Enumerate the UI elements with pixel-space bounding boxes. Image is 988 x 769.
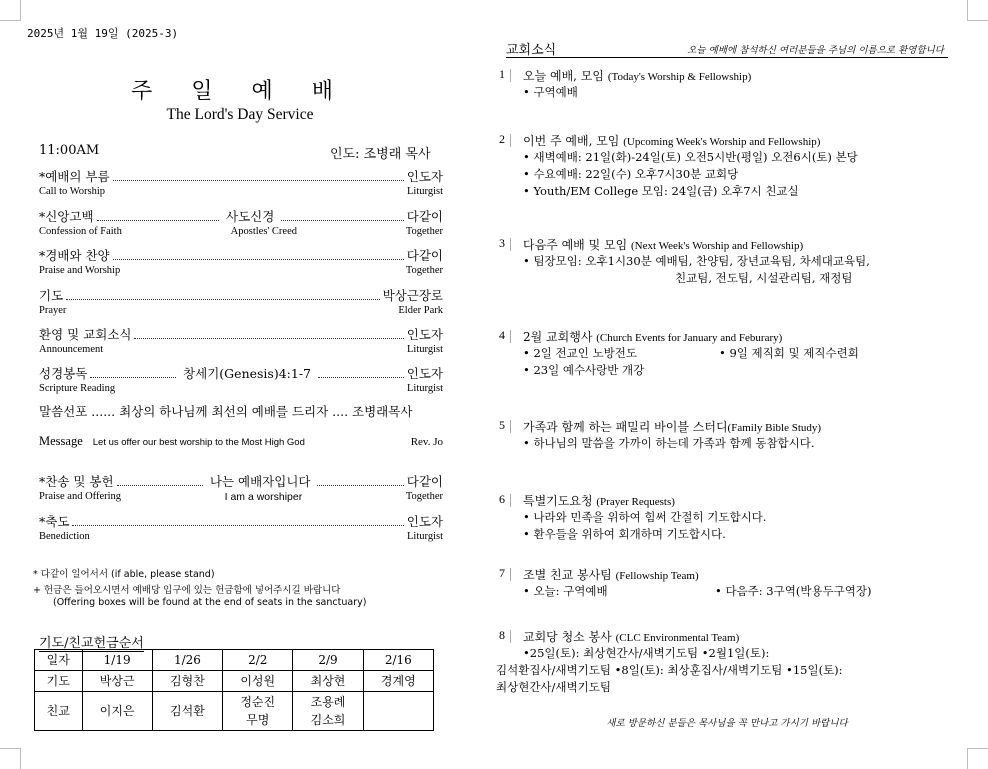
crop-mark (967, 0, 988, 21)
item-en: Scripture Reading (39, 383, 116, 394)
item-role-ko: 다같이 (406, 209, 444, 224)
section-heading: 가족과 함께 하는 패밀리 바이블 스터디 (523, 420, 728, 434)
list-item: •25일(토): 최상현간사/새벽기도팀 •2월1일(토): (523, 646, 770, 660)
order-item-benediction (39, 512, 443, 542)
section-heading-en: (Upcoming Week's Worship and Fellowship) (623, 136, 821, 148)
table-row (35, 671, 434, 692)
section-heading: 다음주 예배 및 모임 (523, 238, 628, 252)
table-cell: 이성원 (223, 671, 293, 692)
section-number: 7 (499, 566, 505, 580)
section-number: 2 (499, 132, 505, 146)
section-heading: 조별 친교 봉사팀 (523, 568, 612, 582)
message-ko: 말씀선포 ...... 최상의 하나님께 최선의 예배를 드리자 .... 조병래목사 (39, 404, 413, 419)
section-heading: 이번 주 예배, 모임 (523, 134, 620, 148)
item-role-en: Together (405, 491, 443, 502)
item-en-mid: Apostles' Creed (230, 226, 297, 237)
item-mid: 사도신경 (226, 209, 275, 224)
item-role-en: Liturgist (407, 531, 443, 542)
message-label: Message (39, 434, 83, 448)
order-item-scripture (39, 364, 443, 394)
list-item: • 팀장모임: 오후1시30분 예배팀, 찬양팀, 장년교육팀, 차세대교육팀, (523, 254, 870, 268)
table-cell: 이지은 (82, 692, 152, 731)
service-title: 주 일 예 배 (131, 79, 349, 104)
item-ko: 기도 (39, 288, 64, 303)
item-ko: *축도 (39, 514, 70, 529)
news-section-8 (496, 628, 959, 696)
order-item-call-to-worship (39, 167, 443, 197)
footer-note: 새로 방문하신 분들은 목사님을 꼭 만나고 가시기 바랍니다 (606, 718, 848, 729)
section-heading: 2월 교회행사 (523, 330, 593, 344)
order-item-offering (39, 472, 443, 503)
item-role-ko: 다같이 (406, 474, 444, 489)
item-role-en: Liturgist (407, 186, 443, 197)
item-role-en: Together (405, 226, 443, 237)
section-heading: 특별기도요청 (523, 494, 593, 508)
message-role: Rev. Jo (410, 436, 443, 448)
item-role-ko: 인도자 (406, 366, 444, 381)
table-cell: 김석환 (152, 692, 222, 731)
news-section-3 (499, 236, 959, 287)
table-cell: 조용례 김소희 (293, 692, 363, 731)
list-item: • 나라와 민족을 위하여 힘써 간절히 기도합시다. (523, 510, 767, 524)
order-item-confession (39, 207, 443, 237)
section-heading: 교회당 청소 봉사 (523, 630, 612, 644)
schedule-title: 기도/친교헌금순서 (39, 632, 144, 652)
news-section-5 (499, 418, 959, 452)
item-ko: 환영 및 교회소식 (39, 327, 132, 342)
item-role-en: Together (405, 265, 443, 276)
item-ko: *예배의 부름 (39, 169, 110, 184)
table-cell: 기도 (35, 671, 83, 692)
table-cell: 2/9 (293, 650, 363, 671)
crop-mark (0, 748, 21, 769)
section-number: 1 (499, 67, 505, 81)
note-offering-en: (Offering boxes will be found at the end of seats in the sanctuary) (53, 597, 367, 608)
message-en: Let us offer our best worship to the Most High God (92, 437, 305, 448)
table-cell: 김형찬 (152, 671, 222, 692)
section-heading-en: (CLC Environmental Team) (615, 632, 740, 644)
table-cell: 최상현 (293, 671, 363, 692)
order-item-prayer (39, 286, 443, 316)
table-cell: 박상근 (82, 671, 152, 692)
list-item: 최상현간사/새벽기도팀 (496, 680, 611, 694)
list-item: • 오늘: 구역예배 (523, 584, 608, 598)
service-leader: 인도: 조병래 목사 (330, 147, 431, 162)
item-en: Call to Worship (39, 186, 106, 197)
news-section-2 (499, 132, 959, 200)
note-stand: * 다같이 일어서서 (if able, please stand) (33, 569, 215, 580)
news-title: 교회소식 (506, 43, 557, 58)
table-cell: 1/26 (152, 650, 222, 671)
note-offering: + 헌금은 들어오시면서 예배당 입구에 있는 헌금함에 넣어주시길 바랍니다 (33, 585, 341, 596)
news-section-1 (499, 67, 959, 101)
news-section-7 (499, 566, 959, 600)
news-section-6 (499, 492, 959, 543)
section-number: 5 (499, 418, 505, 432)
list-item: • 2일 전교인 노방전도 (523, 346, 637, 360)
table-cell: 정순진 무명 (223, 692, 293, 731)
table-cell: 일자 (35, 650, 83, 671)
list-item: • 환우들을 위하여 회개하며 기도합시다. (523, 527, 726, 541)
service-subtitle: The Lord's Day Service (166, 106, 314, 123)
schedule-table (34, 649, 434, 731)
item-mid: 나는 예배자입니다 (209, 474, 311, 489)
item-role-ko: 박상근장로 (382, 288, 443, 303)
section-heading-en: (Church Events for January and Feburary) (596, 332, 783, 344)
section-heading-en: (Fellowship Team) (615, 570, 699, 582)
item-role-ko: 다같이 (406, 248, 443, 263)
item-en: Praise and Offering (39, 491, 122, 502)
list-item: 친교팀, 전도팀, 시설관리팀, 재정팀 (675, 271, 853, 285)
crop-mark (0, 0, 21, 21)
table-cell: 2/16 (363, 650, 433, 671)
news-section-4 (499, 328, 959, 379)
section-number: 8 (499, 628, 505, 642)
list-item: • 수요예배: 22일(수) 오후7시30분 교회당 (523, 167, 739, 181)
section-number: 4 (499, 328, 505, 342)
section-heading-en: (Today's Worship & Fellowship) (607, 71, 752, 83)
table-row (35, 692, 434, 731)
item-role-ko: 인도자 (406, 169, 443, 184)
order-item-praise (39, 246, 443, 276)
item-en: Praise and Worship (39, 265, 121, 276)
item-mid: 창세기(Genesis)4:1-7 (183, 366, 312, 381)
news-header (506, 39, 948, 58)
list-item: • 구역예배 (523, 85, 578, 99)
section-heading-en: (Family Bible Study) (727, 422, 822, 434)
item-role-en: Liturgist (407, 383, 443, 394)
item-role-ko: 인도자 (406, 327, 443, 342)
list-item: 김석환집사/새벽기도팀 •8일(토): 최상훈집사/새벽기도팀 •15일(토): (496, 663, 843, 677)
item-role-en: Liturgist (407, 344, 443, 355)
table-cell: 2/2 (223, 650, 293, 671)
item-role-en: Elder Park (398, 305, 443, 316)
item-role-ko: 인도자 (406, 514, 443, 529)
list-item: • Youth/EM College 모임: 24일(금) 오후7시 친교실 (523, 184, 799, 198)
order-item-announcement (39, 325, 443, 355)
crop-mark (967, 748, 988, 769)
section-heading-en: (Prayer Requests) (596, 496, 675, 508)
list-item: • 다음주: 3구역(박용두구역장) (715, 584, 872, 598)
table-row (35, 650, 434, 671)
item-ko: *찬송 및 봉헌 (39, 474, 114, 489)
item-ko: *경배와 찬양 (39, 248, 110, 263)
bulletin-date: 2025년 1월 19일 (2025-3) (27, 27, 179, 40)
list-item: • 하나님의 말씀을 가까이 하는데 가족과 함께 동참합시다. (523, 436, 815, 450)
welcome-text: 오늘 예배에 참석하신 여러분들을 주님의 이름으로 환영합니다 (687, 45, 944, 56)
table-cell: 1/19 (82, 650, 152, 671)
item-en-mid: I am a worshiper (224, 491, 303, 503)
table-cell (363, 692, 433, 731)
item-ko: *신앙고백 (39, 209, 94, 224)
section-heading: 오늘 예배, 모임 (523, 69, 604, 83)
item-en: Confession of Faith (39, 226, 122, 237)
table-cell: 친교 (35, 692, 83, 731)
list-item: • 23일 예수사랑반 개강 (523, 363, 645, 377)
item-en: Benediction (39, 531, 90, 542)
section-heading-en: (Next Week's Worship and Fellowship) (631, 240, 804, 252)
list-item: • 새벽예배: 21일(화)-24일(토) 오전5시반(평일) 오전6시(토) 본당 (523, 150, 858, 164)
list-item: • 9일 제직회 및 제직수련회 (719, 346, 859, 360)
item-en: Announcement (39, 344, 104, 355)
item-en: Prayer (39, 305, 67, 316)
section-number: 3 (499, 236, 505, 250)
service-time: 11:00AM (39, 143, 100, 158)
table-cell: 경계영 (363, 671, 433, 692)
message-en-row (39, 434, 443, 449)
section-number: 6 (499, 492, 505, 506)
item-ko: 성경봉독 (39, 366, 88, 381)
